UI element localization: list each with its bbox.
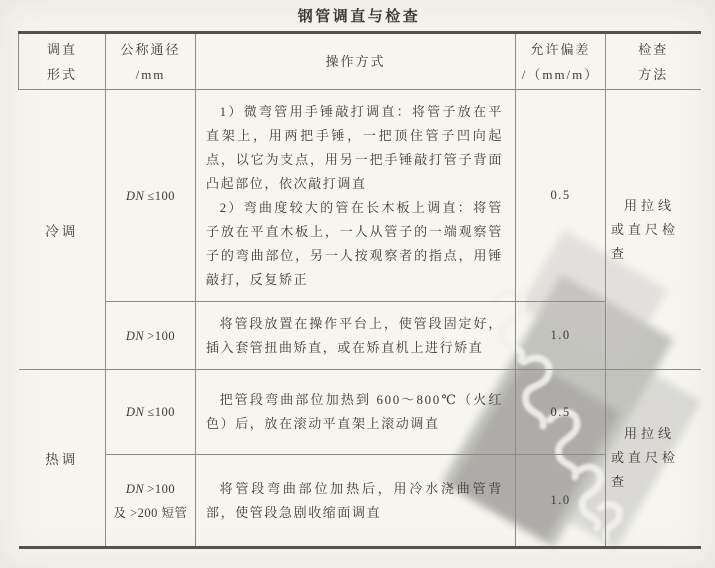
header-form-line1: 调直 <box>46 41 77 57</box>
cell-deviation <box>516 90 606 302</box>
dn-condition: >100 <box>147 481 176 496</box>
deviation-value: 0.5 <box>550 404 571 419</box>
cell-diameter-hot-large <box>106 455 196 548</box>
header-check <box>606 33 701 90</box>
table-row <box>19 90 701 302</box>
form-hot-label: 热调 <box>45 452 79 467</box>
header-check-line1: 检查 <box>638 41 669 57</box>
cell-deviation <box>516 302 606 370</box>
check-method-text: 用拉线或直尺检查 <box>611 197 680 261</box>
operation-paragraph: 将管段弯曲部位加热后，用冷水浇曲管背部，使管段急剧收缩面调直 <box>206 480 503 520</box>
header-operation-line1: 操作方式 <box>325 54 386 69</box>
header-row <box>19 33 701 90</box>
table-row <box>19 370 701 455</box>
dn-condition: ≤100 <box>147 405 175 419</box>
header-check-line2: 方法 <box>638 66 669 82</box>
diameter-value <box>106 184 195 208</box>
diameter-value <box>106 324 195 348</box>
cell-deviation <box>516 370 606 455</box>
header-form-line2: 形式 <box>46 66 77 82</box>
cell-operation-cold-large <box>196 302 516 370</box>
header-diameter <box>106 33 196 90</box>
table-row <box>19 455 701 548</box>
cell-diameter-hot-small <box>106 370 196 455</box>
diameter-value <box>106 400 195 424</box>
dn-symbol: DN <box>125 328 145 343</box>
dn-symbol: DN <box>126 405 145 419</box>
header-deviation <box>516 33 606 90</box>
operation-paragraph: 把管段弯曲部位加热到 600～800℃（火红色）后，放在滚动平直架上滚动调直 <box>206 392 503 431</box>
header-diameter-line2: /mm <box>135 66 166 82</box>
cell-diameter-cold-small <box>106 90 196 302</box>
header-deviation-line1: 允许偏差 <box>530 41 591 57</box>
cell-deviation <box>516 455 606 548</box>
deviation-value: 1.0 <box>550 328 571 342</box>
cell-diameter-cold-large <box>106 302 196 370</box>
cell-operation-hot-large <box>196 455 516 548</box>
operation-paragraph: 1）微弯管用手锤敲打调直：将管子放在平直架上，用两把手锤，一把顶住管子凹向起点，以它为支点，用另一把手锤敲打管子背面凸起部位，依次敲打调直 <box>206 103 503 191</box>
cell-form-cold <box>19 90 106 370</box>
operation-paragraph: 2）弯曲度较大的管在长木板上调直：将管子放在平直木板上，一人从管子的一端观察管子的弯曲部位，另一人按观察者的指点，用锤敲打，反复矫正 <box>206 199 503 287</box>
dn-symbol: DN <box>126 188 145 203</box>
diameter-value <box>106 477 195 501</box>
header-deviation-line2: /（mm/m） <box>521 66 600 82</box>
header-operation <box>196 33 516 90</box>
table-row <box>19 302 701 370</box>
diameter-extra: 及 >200 短管 <box>113 505 188 520</box>
dn-condition: ≤100 <box>147 188 175 203</box>
header-diameter-line1: 公称通径 <box>120 41 181 57</box>
header-form <box>19 33 106 90</box>
deviation-value: 1.0 <box>550 493 571 507</box>
cell-operation-cold-small <box>196 90 516 302</box>
page-title: 钢管调直与检查 <box>297 9 421 25</box>
cell-check-method-cold <box>606 90 701 370</box>
dn-condition: >100 <box>147 328 176 343</box>
deviation-value: 0.5 <box>550 188 571 202</box>
cell-check-method-hot <box>606 370 701 548</box>
cell-operation-hot-small <box>196 370 516 455</box>
dn-symbol: DN <box>125 481 145 496</box>
operation-paragraph: 将管段放置在操作平台上，使管段固定好，插入套管扭曲矫直，或在矫直机上进行矫直 <box>206 315 503 355</box>
form-cold-label: 冷调 <box>45 223 79 239</box>
pipe-straightening-table <box>18 31 701 549</box>
cell-form-hot <box>19 370 106 548</box>
check-method-text: 用拉线或直尺检查 <box>611 426 680 489</box>
